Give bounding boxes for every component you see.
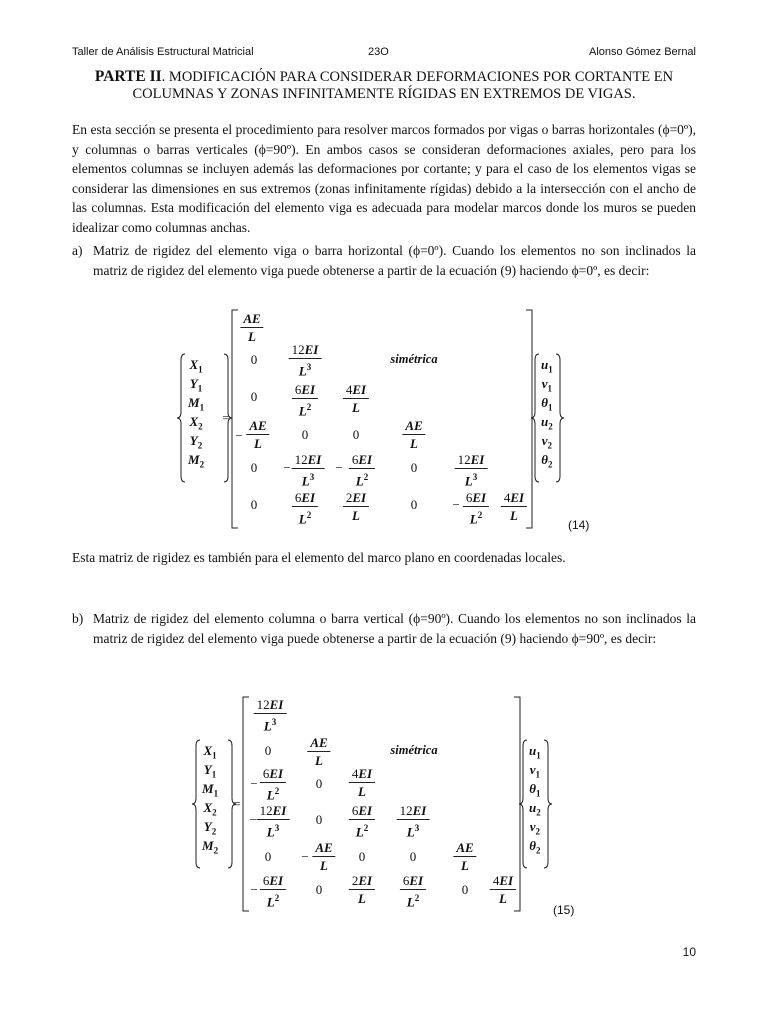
c64-den: $L^2$	[406, 893, 420, 910]
k41-den: L	[254, 436, 262, 451]
intro-paragraph: En esta sección se presenta el procedimiento para resolver marcos formados por vigas o barras horizontales (ϕ=0º), y columnas o barras verticales (ϕ=90º). En ambos casos se consideran deformaciones axiales, pero para los elementos columnas se incluyen además las deformaciones por cortante; y para el caso de los elementos vigas se considerar las dimensiones en sus extremos (zonas infinitamente rígidas) debido a la intersección con el ancho de las columnas. Esta modificación del elemento viga es adecuada para modelar marcos donde los muros se pueden idealizar como columnas anchas.	[72, 122, 696, 235]
c31	[260, 766, 286, 802]
c44-exp: 3	[414, 823, 420, 833]
header-left: Taller de Análisis Estructural Matricial	[72, 46, 254, 58]
k65-den: $L^2$	[469, 510, 483, 527]
disp-vector-15-sub: 1	[535, 788, 541, 799]
c33	[349, 766, 375, 799]
force-vector-15	[202, 741, 218, 855]
k52-sign: −	[283, 460, 291, 475]
c52	[312, 840, 335, 873]
k22-coef: 12	[291, 342, 305, 357]
k21: 0	[250, 352, 258, 367]
header-right: Alonso Gómez Bernal	[589, 46, 696, 58]
c43-num: 6EI	[349, 803, 375, 820]
c62: 0	[315, 882, 323, 897]
disp-vector-15-entry: $v_1$	[529, 762, 540, 780]
force-vector-15-entry: $M_2$	[202, 838, 219, 856]
disp-vector-15-entry: $u_2$	[529, 800, 541, 818]
k32-den: $L^2$	[298, 402, 312, 419]
force-vector-15-sub: 2	[211, 826, 217, 837]
force-vector-15-sub: 2	[213, 845, 219, 856]
c32: 0	[315, 776, 323, 791]
c64-num: 6EI	[400, 873, 426, 890]
disp-vector-14-entry: $\theta_2$	[541, 452, 553, 470]
disp-vector-15-entry: $\theta_2$	[529, 838, 541, 856]
disp-vector-14-sub: 1	[547, 402, 553, 413]
k32-exp: 2	[306, 402, 312, 412]
c43	[349, 803, 375, 839]
k53-num: 6EI	[349, 452, 375, 469]
c41-exp: 3	[274, 823, 280, 833]
force-vector-15-entry: $X_1$	[203, 743, 217, 761]
force-vector-14-sub: 1	[197, 383, 203, 394]
k66-coef: 4	[503, 490, 511, 505]
item-a-text: Matriz de rigidez del elemento viga o barra horizontal (ϕ=0º). Cuando los elementos no son inclinados la matriz de rigidez del elemento viga puede obtenerse a partir de la ecuación (9) haciendo ϕ=0º, es decir:	[93, 243, 696, 278]
c21: 0	[264, 743, 272, 758]
disp-vector-15-entry: $u_1$	[529, 743, 541, 761]
page-number: 10	[682, 945, 696, 959]
c42: 0	[315, 812, 323, 827]
disp-vector-14-sub: 2	[547, 440, 552, 451]
c65: 0	[461, 882, 469, 897]
force-vector-15-sub: 2	[212, 807, 217, 818]
disp-vector-15-sub: 2	[536, 807, 541, 818]
c61-sign: −	[250, 882, 258, 897]
k11-num: AE	[240, 311, 263, 328]
c55	[453, 840, 476, 873]
k62-den: $L^2$	[298, 510, 312, 527]
force-vector-15-sub: 1	[213, 788, 219, 799]
k65-sign: −	[452, 497, 460, 512]
item-b-label: b)	[72, 611, 84, 626]
c11-num: 12EI	[254, 697, 287, 714]
k44-num: AE	[402, 418, 425, 435]
c31-exp: 2	[274, 786, 280, 796]
c61-num: 6EI	[260, 873, 286, 890]
c44-den: $L^3$	[406, 823, 420, 840]
c55-num: AE	[453, 840, 476, 857]
disp-vector-15-sub: 2	[535, 845, 541, 856]
c52-num: AE	[312, 840, 335, 857]
equals-sign: =	[233, 796, 241, 811]
k55-num: 12EI	[455, 452, 488, 469]
force-vector-14-sub: 1	[198, 364, 203, 375]
item-b-text: Matriz de rigidez del elemento columna o barra vertical (ϕ=90º). Cuando los elementos no son inclinados la matriz de rigidez del elemento viga puede obtenerse a partir de la ecuación (9) haciendo ϕ=90º, es decir:	[93, 611, 696, 646]
c11-den: $L^3$	[263, 717, 277, 734]
after-matrix-14-text: Esta matriz de rigidez es también para el elemento del marco plano en coordenadas locales.	[72, 550, 566, 565]
c43-den: $L^2$	[355, 823, 369, 840]
k53-sign: −	[335, 460, 343, 475]
c61-den: $L^2$	[266, 893, 280, 910]
equation-number-14: (14)	[568, 518, 590, 532]
c44-coef: 12	[399, 803, 413, 818]
force-vector-15-entry: $Y_2$	[203, 819, 217, 837]
k52-den: $L^3$	[301, 472, 315, 489]
k64: 0	[410, 497, 418, 512]
header-center: 23O	[368, 46, 389, 58]
k62-num: 6EI	[292, 490, 318, 507]
k62-coef: 6	[294, 490, 302, 505]
c31-den: $L^2$	[266, 786, 280, 803]
matrix15-brackets-stroke	[192, 740, 200, 868]
force-vector-14-entry: $X_2$	[189, 414, 203, 432]
matrix15-brackets-stroke	[544, 740, 552, 868]
k65-num: 6EI	[463, 490, 489, 507]
c52-den: L	[320, 858, 328, 873]
k22-num: 12EI	[289, 342, 322, 359]
disp-vector-15-entry: $\theta_1$	[529, 781, 541, 799]
c22-den: L	[315, 753, 323, 768]
k53-den: $L^2$	[355, 472, 369, 489]
k33-den: L	[352, 400, 360, 415]
c66-coef: 4	[492, 873, 500, 888]
k22-den: $L^3$	[298, 362, 312, 379]
k22-exp: 3	[306, 362, 312, 372]
c11	[254, 697, 287, 733]
c61-coef: 6	[262, 873, 270, 888]
c33-num: 4EI	[349, 766, 375, 783]
c66-den: L	[499, 891, 507, 906]
c55-den: L	[461, 858, 469, 873]
k65-exp: 2	[477, 510, 483, 520]
c31-num: 6EI	[260, 766, 286, 783]
force-vector-15-entry: $Y_1$	[203, 762, 217, 780]
force-vector-15-entry: $X_2$	[203, 800, 217, 818]
k43: 0	[352, 427, 360, 442]
force-vector-14-sub: 2	[199, 459, 205, 470]
c11-exp: 3	[271, 717, 277, 727]
force-vector-14-entry: $M_1$	[188, 395, 205, 413]
c66	[490, 873, 516, 906]
section-title-rest: . MODIFICACIÓN PARA CONSIDERAR DEFORMACIONES POR CORTANTE EN COLUMNAS Y ZONAS INFINITAMENTE RÍGIDAS EN EXTREMOS DE VIGAS.	[132, 69, 674, 102]
force-vector-14-entry: $X_1$	[189, 357, 203, 375]
c41	[257, 803, 290, 839]
k32-num: 6EI	[292, 382, 318, 399]
k65-coef: 6	[465, 490, 473, 505]
k52-exp: 3	[309, 472, 315, 482]
disp-vector-15-sub: 1	[536, 750, 541, 761]
k31: 0	[250, 389, 258, 404]
c64	[400, 873, 426, 909]
k54: 0	[410, 460, 418, 475]
c31-sign: −	[250, 776, 258, 791]
disp-vector-15-sub: 1	[535, 769, 540, 780]
c61-exp: 2	[274, 893, 280, 903]
force-vector-15-entry: $M_1$	[202, 781, 219, 799]
c41-den: $L^3$	[266, 823, 280, 840]
force-vector-14-sub: 2	[197, 440, 203, 451]
force-vector-15-sub: 1	[212, 750, 217, 761]
k63-coef: 2	[345, 490, 353, 505]
k62-exp: 2	[306, 510, 312, 520]
k11-den: L	[248, 329, 256, 344]
k55-coef: 12	[457, 452, 471, 467]
k33-num: 4EI	[343, 382, 369, 399]
disp-vector-14-entry: $u_1$	[541, 357, 553, 375]
k55-exp: 3	[472, 472, 478, 482]
matrix15-brackets-stroke	[243, 697, 249, 911]
symmetric-label: simétrica	[390, 743, 438, 757]
k42: 0	[301, 427, 309, 442]
c63-den: L	[358, 891, 366, 906]
c33-den: L	[358, 784, 366, 799]
disp-vector-14-entry: $u_2$	[541, 414, 553, 432]
equation-number-15: (15)	[553, 903, 575, 917]
k66-den: L	[510, 508, 518, 523]
k53-exp: 2	[363, 472, 369, 482]
disp-vector-15	[529, 741, 541, 855]
c41-sign: −	[249, 812, 257, 827]
c64-exp: 2	[414, 893, 420, 903]
c44	[397, 803, 430, 839]
c52-sign: −	[301, 849, 309, 864]
disp-vector-14-entry: $v_1$	[541, 376, 552, 394]
item-a-label: a)	[72, 243, 83, 258]
disp-vector-14-sub: 1	[547, 383, 552, 394]
k52-coef: 12	[294, 452, 308, 467]
c43-coef: 6	[351, 803, 359, 818]
section-title-bold: PARTE II	[94, 68, 162, 85]
c33-coef: 4	[351, 766, 359, 781]
force-vector-14-sub: 1	[199, 402, 205, 413]
k51: 0	[250, 460, 258, 475]
k66-num: 4EI	[501, 490, 527, 507]
disp-vector-14-sub: 2	[548, 421, 553, 432]
c63	[349, 873, 375, 906]
k41-num: AE	[246, 418, 269, 435]
c61	[260, 873, 286, 909]
c41-coef: 12	[259, 803, 273, 818]
c22	[307, 735, 330, 768]
k55-den: $L^3$	[464, 472, 478, 489]
force-vector-14-entry: $Y_2$	[189, 433, 203, 451]
k44-den: L	[410, 436, 418, 451]
disp-vector-14-entry: $\theta_1$	[541, 395, 553, 413]
k61: 0	[250, 497, 258, 512]
k53-coef: 6	[351, 452, 359, 467]
disp-vector-14-sub: 2	[547, 459, 553, 470]
c63-coef: 2	[351, 873, 359, 888]
c22-num: AE	[307, 735, 330, 752]
k41-sign: −	[235, 428, 243, 443]
force-vector-14-entry: $M_2$	[188, 452, 205, 470]
c66-num: 4EI	[490, 873, 516, 890]
c64-coef: 6	[402, 873, 410, 888]
c53: 0	[358, 849, 366, 864]
disp-vector-14-entry: $v_2$	[541, 433, 552, 451]
k63-den: L	[352, 508, 360, 523]
disp-vector-15-entry: $v_2$	[529, 819, 540, 837]
c41-num: 12EI	[257, 803, 290, 820]
force-vector-15-sub: 1	[211, 769, 217, 780]
disp-vector-15-sub: 2	[535, 826, 540, 837]
force-vector-14-sub: 2	[198, 421, 203, 432]
k32-coef: 6	[294, 382, 302, 397]
equals-sign: =	[222, 410, 230, 425]
c31-coef: 6	[262, 766, 270, 781]
c54: 0	[409, 849, 417, 864]
k63-num: 2EI	[343, 490, 369, 507]
c44-num: 12EI	[397, 803, 430, 820]
disp-vector-14-sub: 1	[548, 364, 553, 375]
c11-coef: 12	[256, 697, 270, 712]
symmetric-label: simétrica	[390, 352, 438, 366]
c63-num: 2EI	[349, 873, 375, 890]
k52-num: 12EI	[292, 452, 325, 469]
c43-exp: 2	[363, 823, 369, 833]
k33-coef: 4	[345, 382, 353, 397]
c51: 0	[264, 849, 272, 864]
force-vector-14-entry: $Y_1$	[189, 376, 203, 394]
